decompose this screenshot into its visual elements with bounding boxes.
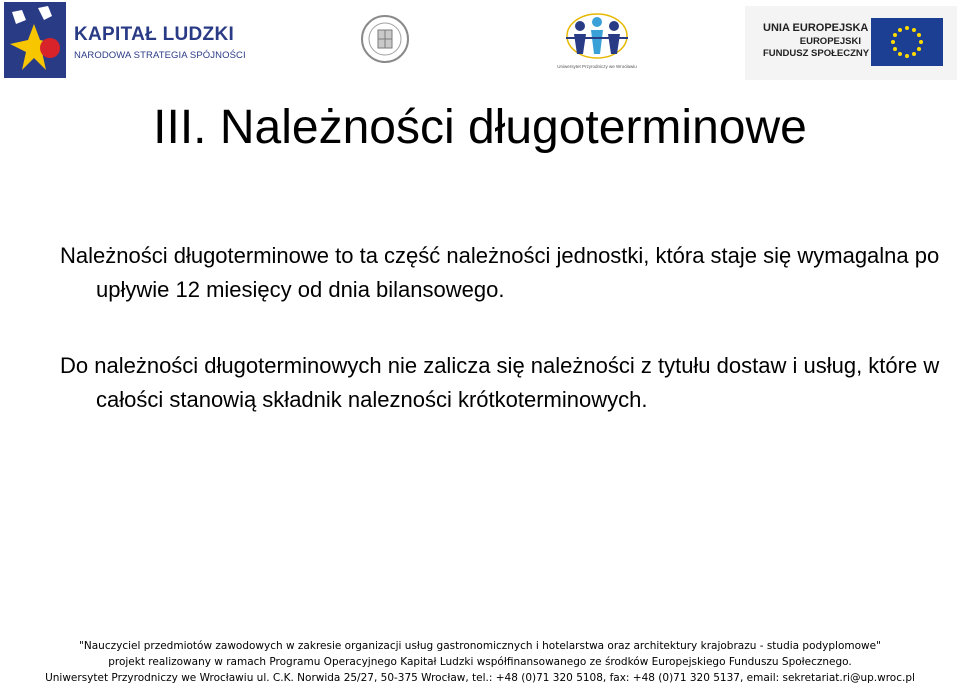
paragraph-exclusion: Do należności długoterminowych nie zalicza się należności z tytułu dostaw i usług, które w całości stanowią składnik nalezności krótkoterminowych.: [60, 353, 940, 412]
university-seal-icon: [360, 14, 410, 64]
kids-logo-caption: Uniwersytet Przyrodniczy we Wrocławiu: [557, 64, 637, 69]
kids-project-logo: [552, 10, 642, 74]
eu-line-union: UNIA EUROPEJSKA: [763, 22, 869, 34]
eu-line-european: EUROPEJSKI: [799, 36, 861, 47]
footer: [0, 638, 960, 694]
footer-contact-info: Uniwersytet Przyrodniczy we Wrocławiu ul. C.K. Norwida 25/27, 50-375 Wrocław, tel.: +48 (0)71 320 5108, fax: +48 (0)71 320 5137, email: sekretariat.ri@up.wroc.pl: [45, 672, 915, 684]
kapital-ludzki-subtitle: NARODOWA STRATEGIA SPÓJNOŚCI: [74, 50, 246, 61]
kapital-ludzki-star-icon: [4, 2, 66, 78]
paragraph-definition: Należności długoterminowe to ta część należności jednostki, która staje się wymagalna po upływie 12 miesięcy od dnia bilansowego.: [60, 243, 940, 302]
kapital-ludzki-logo: [4, 2, 254, 78]
eu-social-fund-logo: [745, 6, 957, 80]
footer-project-info: projekt realizowany w ramach Programu Operacyjnego Kapitał Ludzki współfinansowanego ze środków Europejskiego Funduszu Społecznego.: [108, 656, 852, 668]
footer-course-name: "Nauczyciel przedmiotów zawodowych w zakresie organizacji usług gastronomicznych i hotelarstwa oraz architektury krajobrazu - studia podyplomowe": [79, 640, 881, 652]
eu-line-social-fund: FUNDUSZ SPOŁECZNY: [763, 48, 870, 59]
slide-title: III. Należności długoterminowe: [153, 101, 807, 154]
kapital-ludzki-title: KAPITAŁ LUDZKI: [74, 24, 235, 45]
header-logos: [0, 0, 960, 86]
eu-flag-icon: [871, 18, 943, 66]
children-figures-icon: [552, 10, 642, 64]
